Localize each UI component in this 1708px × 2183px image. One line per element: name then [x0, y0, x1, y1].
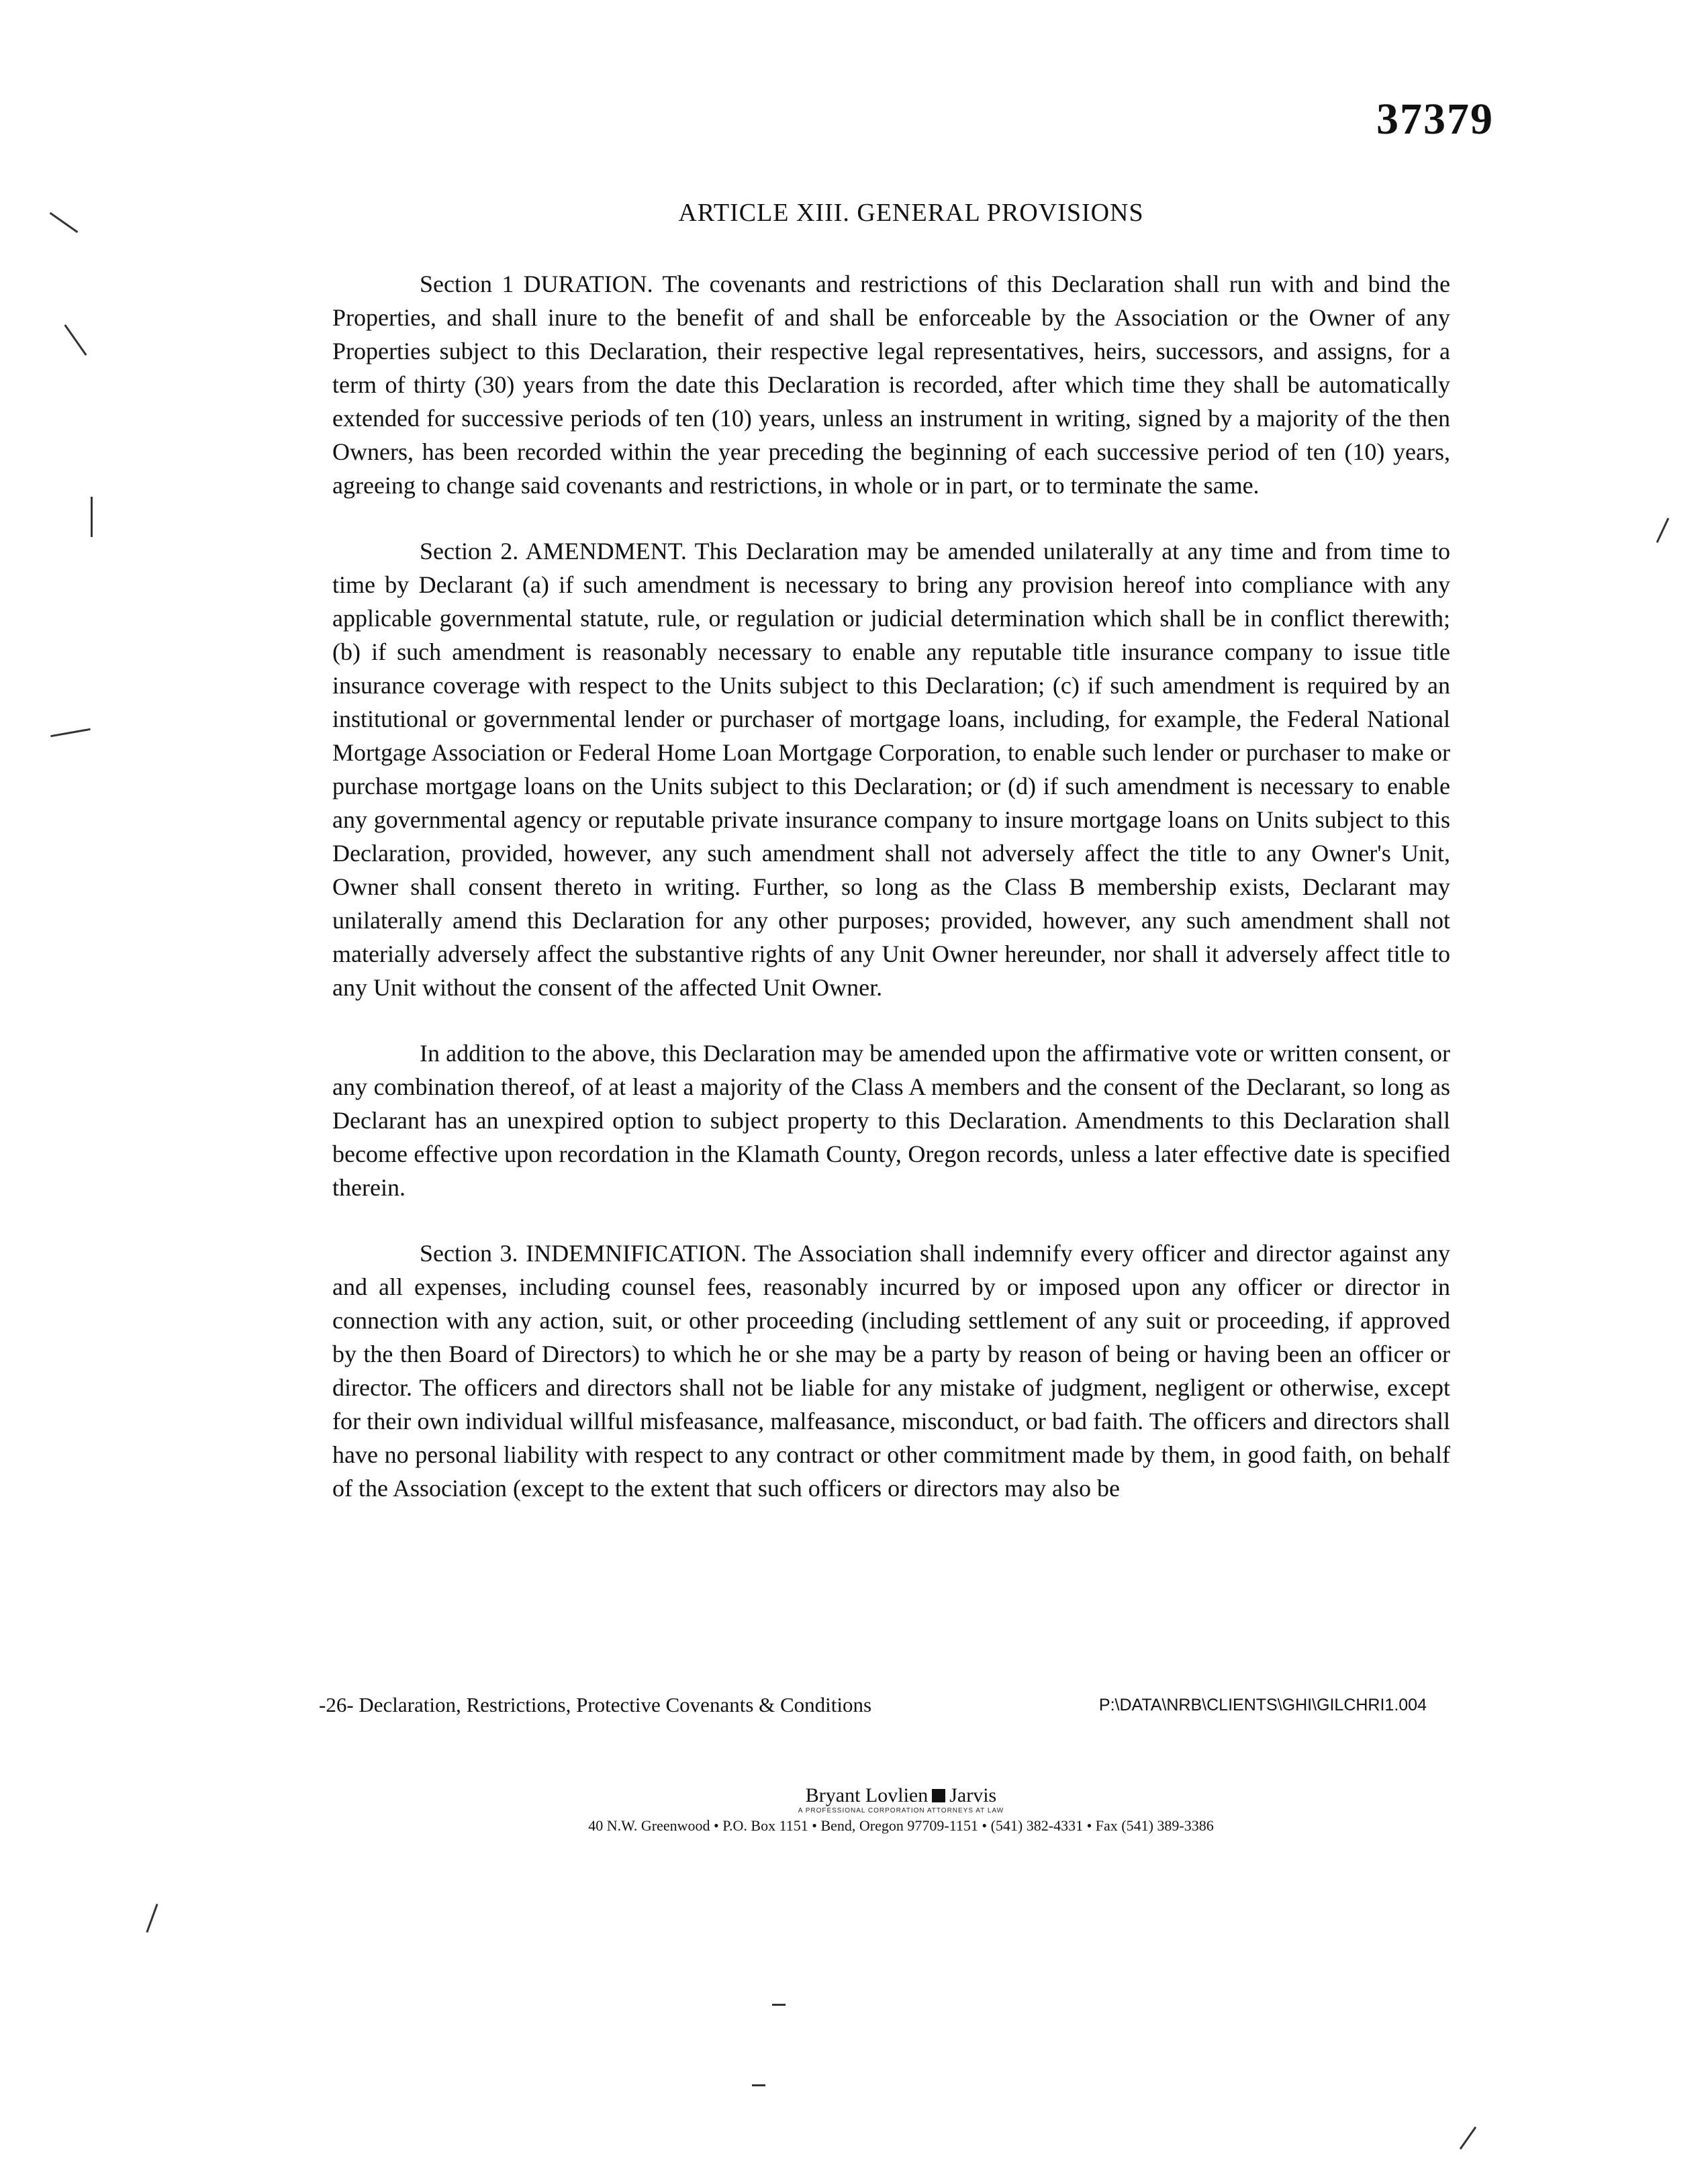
- firm-name: [806, 1784, 996, 1807]
- paragraph-duration: Section 1 DURATION. The covenants and restrictions of this Declaration shall run with and bind the Properties, and shall inure to the benefit of and shall be enforceable by the Association or the Owner of any Properties subject to this Declaration, their respective legal representatives, heirs, successors, and assigns, for a term of thirty (30) years from the date this Declaration is recorded, after which time they shall be automatically extended for successive periods of ten (10) years, unless an instrument in writing, signed by a majority of the then Owners, has been recorded within the year preceding the beginning of each successive period of ten (10) years, agreeing to change said covenants and restrictions, in whole or in part, or to terminate the same.: [332, 271, 1450, 499]
- firm-address: 40 N.W. Greenwood • P.O. Box 1151 • Bend, Oregon 97709-1151 • (541) 382-4331 • Fax (541) 389-3386: [588, 1817, 1214, 1834]
- paragraph-amendment-additional: In addition to the above, this Declaration may be amended upon the affirmative vote or written consent, or any combination thereof, of at least a majority of the Class A members and the consent of the Declarant, so long as Declarant has an unexpired option to subject property to this Declaration. Amendments to this Declaration shall become effective upon recordation in the Klamath County, Oregon records, unless a later effective date is specified therein.: [332, 1040, 1450, 1201]
- firm-name-right: Jarvis: [949, 1784, 997, 1806]
- firm-logo-square-icon: [932, 1789, 945, 1802]
- scan-mark: [752, 2084, 765, 2086]
- scan-mark: [772, 2004, 786, 2006]
- scan-mark: [1460, 2127, 1476, 2149]
- scan-mark: [146, 1904, 158, 1933]
- body-text: [332, 267, 1450, 1537]
- footer-page-label: -26- Declaration, Restrictions, Protective Covenants & Conditions: [319, 1693, 872, 1716]
- article-heading: ARTICLE XIII. GENERAL PROVISIONS: [678, 199, 1144, 227]
- scan-mark: [1656, 518, 1670, 543]
- paragraph-amendment: Section 2. AMENDMENT. This Declaration may be amended unilaterally at any time and from time to time by Declarant (a) if such amendment is necessary to bring any provision hereof into compliance with any applicable governmental statute, rule, or regulation or judicial determination which shall be in conflict therewith; (b) if such amendment is reasonably necessary to enable any reputable title insurance company to issue title insurance coverage with respect to the Units subject to this Declaration; (c) if such amendment is required by an institutional or governmental lender or purchaser of mortgage loans, including, for example, the Federal National Mortgage Association or Federal Home Loan Mortgage Corporation, to enable such lender or purchaser to make or purchase mortgage loans on the Units subject to this Declaration; or (d) if such amendment is necessary to enable any governmental agency or reputable private insurance company to insure mortgage loans on Units subject to this Declaration, provided, however, any such amendment shall not adversely affect the title to any Owner's Unit, Owner shall consent thereto in writing. Further, so long as the Class B membership exists, Declarant may unilaterally amend this Declaration for any other purposes; provided, however, any such amendment shall not materially adversely affect the substantive rights of any Unit Owner hereunder, nor shall it adversely affect title to any Unit without the consent of the affected Unit Owner.: [332, 538, 1450, 1001]
- scan-mark: [91, 497, 93, 537]
- page-footer: [319, 1693, 1447, 1717]
- scan-mark: [50, 728, 91, 737]
- firm-name-left: Bryant Lovlien: [805, 1784, 929, 1806]
- footer-file-path: P:\DATA\NRB\CLIENTS\GHI\GILCHRI1.004: [1098, 1696, 1427, 1714]
- paragraph-indemnification: Section 3. INDEMNIFICATION. The Association shall indemnify every officer and director against any and all expenses, including counsel fees, reasonably incurred by or imposed upon any officer or director in connection with any action, suit, or other proceeding (including settlement of any suit or proceeding, if approved by the then Board of Directors) to which he or she may be a party by reason of being or having been an officer or director. The officers and directors shall not be liable for any mistake of judgment, negligent or otherwise, except for their own individual willful misfeasance, malfeasance, misconduct, or bad faith. The officers and directors shall have no personal liability with respect to any contract or other commitment made by them, in good faith, on behalf of the Association (except to the extent that such officers or directors may also be: [332, 1240, 1450, 1502]
- firm-letterhead: [0, 1784, 1708, 1835]
- document-number: 37379: [1376, 95, 1494, 144]
- scan-mark: [64, 324, 87, 356]
- firm-tagline: A PROFESSIONAL CORPORATION ATTORNEYS AT LAW: [798, 1807, 1004, 1814]
